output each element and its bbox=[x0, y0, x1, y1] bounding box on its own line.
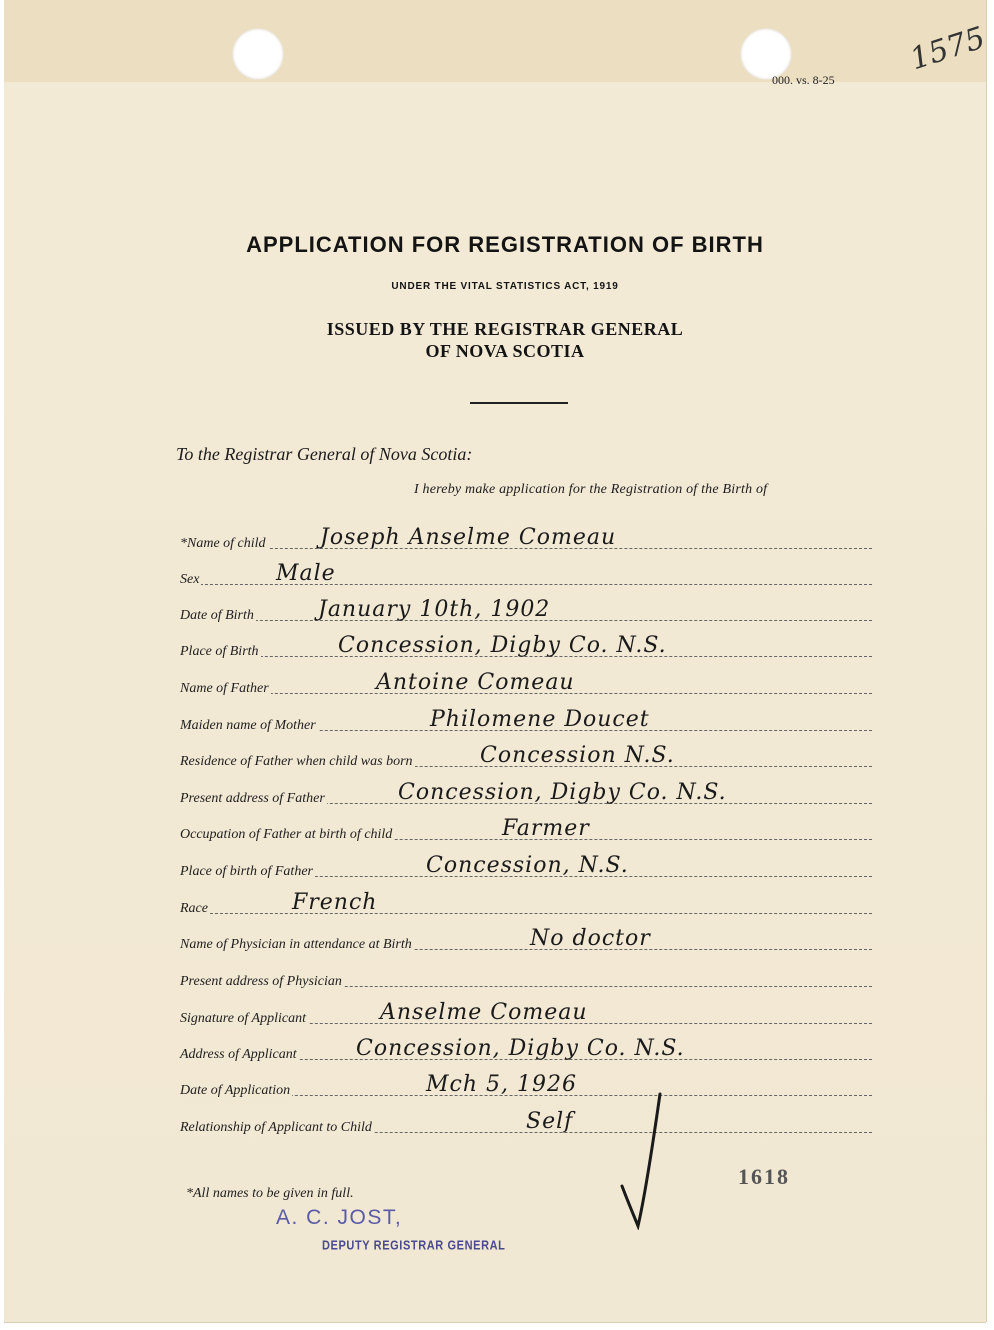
field-occupation-of-father bbox=[180, 816, 872, 843]
field-label: Date of Birth bbox=[180, 608, 254, 623]
field-label: Race bbox=[180, 901, 208, 916]
field-value: Concession, Digby Co. N.S. bbox=[398, 780, 727, 805]
field-value: Male bbox=[276, 561, 336, 586]
field-value: Concession, N.S. bbox=[426, 853, 629, 878]
serial-number: 1618 bbox=[738, 1164, 790, 1189]
issuer-line-2: OF NOVA SCOTIA bbox=[425, 341, 585, 361]
issuer-heading bbox=[14, 318, 994, 362]
file-number: 1575 bbox=[906, 20, 990, 78]
field-label: Place of Birth bbox=[180, 644, 259, 659]
field-label: Place of birth of Father bbox=[180, 864, 313, 879]
stamp-name: A. C. JOST, bbox=[276, 1206, 403, 1229]
field-residence-of-father bbox=[180, 743, 872, 770]
field-value: Concession N.S. bbox=[480, 743, 675, 768]
intro-statement: I hereby make application for the Registration of the Birth of bbox=[414, 482, 768, 497]
field-value: Farmer bbox=[502, 816, 590, 841]
form-code: 000. vs. 8-25 bbox=[772, 73, 835, 87]
field-label: Residence of Father when child was born bbox=[180, 754, 413, 769]
field-value: No doctor bbox=[530, 926, 651, 951]
field-name-of-father bbox=[180, 670, 872, 697]
document-page bbox=[4, 0, 990, 1322]
stamp-title: DEPUTY REGISTRAR GENERAL bbox=[322, 1239, 506, 1253]
field-date-of-application bbox=[180, 1072, 872, 1099]
field-signature-of-applicant bbox=[180, 1000, 872, 1027]
field-label: Address of Applicant bbox=[180, 1047, 297, 1062]
field-value: French bbox=[292, 890, 378, 915]
issuer-line-1: ISSUED BY THE REGISTRAR GENERAL bbox=[326, 319, 684, 339]
field-label: *Name of child bbox=[180, 536, 266, 551]
top-band bbox=[4, 0, 986, 82]
act-subtitle: UNDER THE VITAL STATISTICS ACT, 1919 bbox=[391, 281, 619, 292]
field-value: January 10th, 1902 bbox=[318, 597, 551, 622]
salutation: To the Registrar General of Nova Scotia: bbox=[176, 444, 473, 464]
title-divider bbox=[470, 402, 568, 404]
field-label: Relationship of Applicant to Child bbox=[180, 1120, 372, 1135]
field-label: Occupation of Father at birth of child bbox=[180, 827, 393, 842]
field-label: Maiden name of Mother bbox=[180, 718, 316, 733]
field-sex bbox=[180, 561, 872, 588]
field-value: Concession, Digby Co. N.S. bbox=[356, 1036, 685, 1061]
field-value: Self bbox=[526, 1109, 574, 1134]
field-label: Name of Physician in attendance at Birth bbox=[180, 937, 412, 952]
field-date-of-birth bbox=[180, 597, 872, 624]
field-value: Mch 5, 1926 bbox=[426, 1072, 577, 1097]
footnote: *All names to be given in full. bbox=[186, 1186, 354, 1201]
field-present-address-of-father bbox=[180, 780, 872, 807]
field-physician-address bbox=[180, 968, 872, 990]
field-label: Date of Application bbox=[180, 1083, 291, 1098]
form-title: APPLICATION FOR REGISTRATION OF BIRTH bbox=[246, 232, 764, 257]
field-label: Present address of Father bbox=[180, 791, 325, 806]
checkmark-icon bbox=[616, 1090, 666, 1230]
field-label: Name of Father bbox=[180, 681, 269, 696]
field-name-of-child bbox=[180, 525, 872, 552]
field-place-of-birth-of-father bbox=[180, 853, 872, 880]
field-physician-name bbox=[180, 926, 872, 953]
field-value: Joseph Anselme Comeau bbox=[320, 525, 617, 550]
field-maiden-name-of-mother bbox=[180, 707, 872, 734]
field-address-of-applicant bbox=[180, 1036, 872, 1063]
field-value: Anselme Comeau bbox=[380, 1000, 588, 1025]
field-relationship-of-applicant bbox=[180, 1109, 872, 1136]
field-value: Concession, Digby Co. N.S. bbox=[338, 633, 667, 658]
field-value: Philomene Doucet bbox=[430, 707, 650, 732]
field-value: Antoine Comeau bbox=[376, 670, 575, 695]
field-label: Sex bbox=[180, 572, 200, 587]
punch-hole-left bbox=[232, 28, 284, 80]
field-label: Present address of Physician bbox=[180, 974, 342, 989]
field-label: Signature of Applicant bbox=[180, 1011, 306, 1026]
field-race bbox=[180, 890, 872, 917]
field-place-of-birth bbox=[180, 633, 872, 660]
